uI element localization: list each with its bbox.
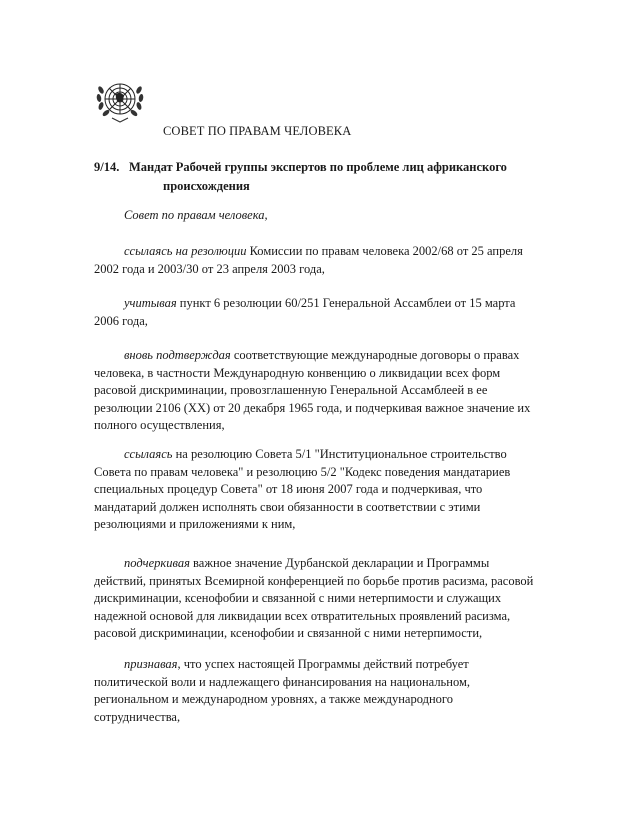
paragraph-5 bbox=[94, 555, 534, 643]
preamble-subject-text: Совет по правам человека, bbox=[124, 208, 268, 222]
paragraph-lead: учитывая bbox=[124, 296, 177, 310]
paragraph-lead: подчеркивая bbox=[124, 556, 190, 570]
title-line-1: Мандат Рабочей группы экспертов по проблеме лиц африканского bbox=[129, 160, 507, 174]
paragraph-text: , что успех настоящей Программы действий потребует политической воли и надлежащего финансирования на национальном, региональном и международном уровнях, а также международного сотрудничества, bbox=[94, 657, 470, 724]
paragraph-text: соответствующие международные договоры о правах человека, в частности Международную конвенцию о ликвидации всех форм расовой дискриминации, провозглашенную Генеральной Ассамблеей в ее резолюции 2106 (XX) от 20 декабря 1965 года, и подчеркивая важное значение их полного осуществления, bbox=[94, 348, 531, 433]
paragraph-lead: ссылаясь bbox=[124, 447, 173, 461]
paragraph-text: на резолюцию Совета 5/1 "Институциональное строительство Совета по правам человека" и резолюцию 5/2 "Кодекс поведения мандатариев специальных процедур Совета" от 18 июня 2007 года и подчеркивая, что мандатарий должен исполнять свои обязанности в соответствии с этими резолюциями и приложениями к ним, bbox=[94, 447, 511, 532]
paragraph-1 bbox=[94, 243, 534, 278]
organization-name: СОВЕТ ПО ПРАВАМ ЧЕЛОВЕКА bbox=[163, 124, 352, 138]
paragraph-text: пункт 6 резолюции 60/251 Генеральной Ассамблеи от 15 марта 2006 года, bbox=[94, 296, 516, 328]
paragraph-lead: ссылаясь на резолюции bbox=[124, 244, 247, 258]
preamble-subject bbox=[94, 207, 534, 225]
paragraph-lead: вновь подтверждая bbox=[124, 348, 231, 362]
resolution-number: 9/14. bbox=[94, 160, 120, 174]
paragraph-2 bbox=[94, 295, 534, 330]
paragraph-text: важное значение Дурбанской декларации и Программы действий, принятых Всемирной конференцией по борьбе против расизма, расовой дискриминации, ксенофобии и связанной с ними нетерпимости и служащих надежной основой для ликвидации всех отвратительных проявлений расизма, расовой дискриминации, ксенофобии и связанной с ними нетерпимости, bbox=[94, 556, 534, 641]
paragraph-lead: признавая bbox=[124, 657, 178, 671]
paragraph-4 bbox=[94, 446, 534, 534]
paragraph-6 bbox=[94, 656, 534, 726]
title-line-2: происхождения bbox=[163, 179, 250, 193]
un-emblem-icon bbox=[92, 76, 148, 126]
paragraph-3 bbox=[94, 347, 534, 435]
resolution-title bbox=[94, 158, 534, 196]
paragraph-text: Комиссии по правам человека 2002/68 от 25 апреля 2002 года и 2003/30 от 23 апреля 2003 года, bbox=[94, 244, 523, 276]
